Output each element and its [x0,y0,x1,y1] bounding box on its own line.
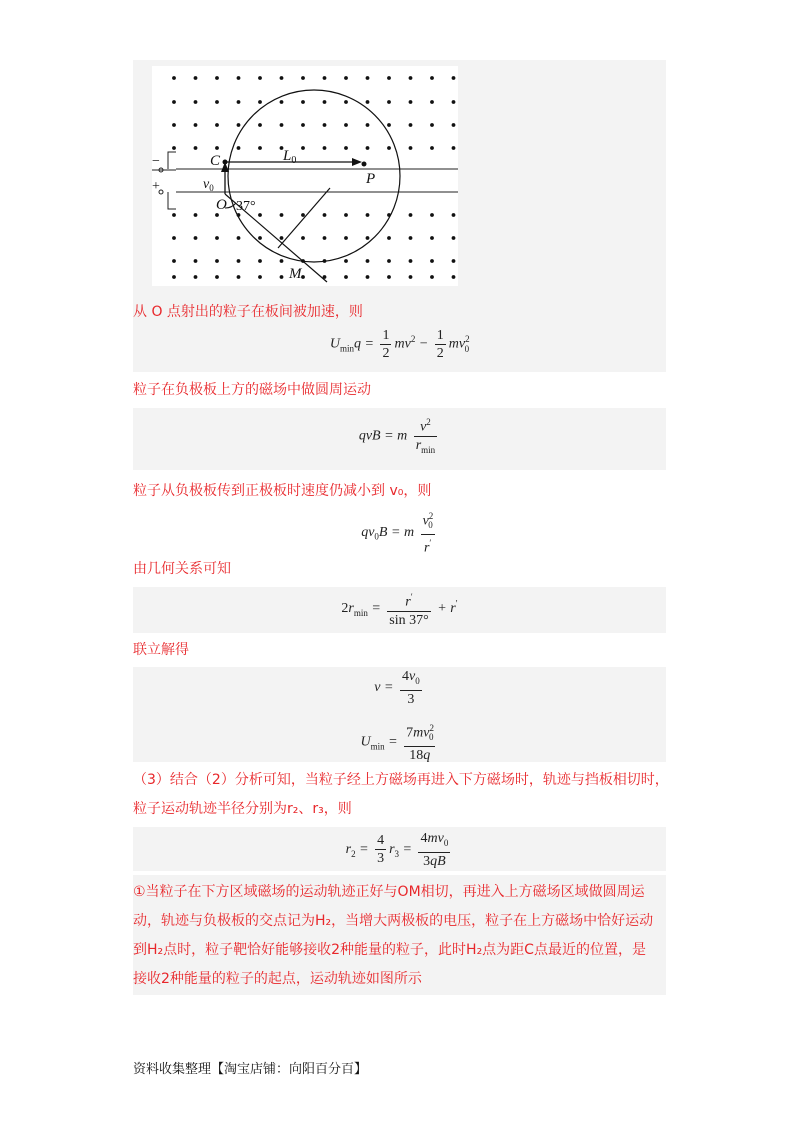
equation-3: $qv_0B = m$ $\frac{v^2_0}{r'}$ [133,508,666,557]
field-dot [409,259,413,263]
field-dot [172,100,176,104]
field-dot [344,259,348,263]
label-O: O [216,197,227,213]
field-dot [430,213,434,217]
field-dot [301,76,305,80]
equation-5: v = $\frac{4v_0}{3}$ [374,669,420,707]
field-dot [194,123,198,127]
field-dot [452,123,456,127]
field-dot [237,100,241,104]
field-dot [323,100,327,104]
field-dot [301,123,305,127]
field-dot [194,146,198,150]
field-dot [237,146,241,150]
field-dot [258,259,262,263]
field-dot [366,259,370,263]
field-dot [409,213,413,217]
equation-6: $U_{min}$ = $\frac{7mv^2_0}{18q}$ [133,720,666,764]
field-dot [430,275,434,279]
field-dot [172,236,176,240]
field-dot [215,76,219,80]
field-dot [172,146,176,150]
label-minus: − [152,154,160,169]
field-dot [366,275,370,279]
field-dot [258,76,262,80]
field-dot [194,236,198,240]
paragraph-7-line-1: ①当粒子在下方区域磁场的运动轨迹正好与OM相切，再进入上方磁场区域做圆周运 [133,884,645,900]
field-dot [452,236,456,240]
paragraph-1: 从 O 点射出的粒子在板间被加速，则 [133,304,363,320]
field-dot [344,146,348,150]
paragraph-6-line-1: （3）结合（2）分析可知，当粒子经上方磁场再进入下方磁场时，轨迹与挡板相切时， [133,772,669,788]
field-dot [323,213,327,217]
footer-text: 资料收集整理【淘宝店铺：向阳百分百】 [133,1062,368,1077]
field-dot [237,259,241,263]
field-dot [409,123,413,127]
field-dot [430,259,434,263]
field-dot [430,100,434,104]
label-v0: $v_0$ [203,177,214,193]
field-dot [280,213,284,217]
field-dot [237,76,241,80]
label-M: M [289,266,302,282]
paragraph-7-line-4: 接收2种能量的粒子的起点，运动轨迹如图所示 [133,971,422,987]
field-dot [409,100,413,104]
field-dot [366,76,370,80]
field-dot [409,236,413,240]
field-dot [344,76,348,80]
field-dot [409,146,413,150]
paragraph-5: 联立解得 [133,642,189,658]
field-dot [237,236,241,240]
field-dot [344,123,348,127]
field-dot [301,275,305,279]
field-dot [344,213,348,217]
label-angle: 37° [236,199,256,214]
field-dot [452,259,456,263]
field-dot [215,275,219,279]
field-dot [237,123,241,127]
field-dot [215,236,219,240]
paragraph-2: 粒子在负极板上方的磁场中做圆周运动 [133,382,371,398]
field-dot [280,123,284,127]
field-dot [258,123,262,127]
field-dot [387,259,391,263]
field-dot [258,236,262,240]
field-dot [194,213,198,217]
field-dot [280,259,284,263]
paragraph-7-line-3: 到H₂点时，粒子靶恰好能够接收2种能量的粒子，此时H₂点为距C点最近的位置，是 [133,942,646,958]
field-dot [172,213,176,217]
paragraph-7-line-2: 动，轨迹与负极板的交点记为H₂，当增大两极板的电压，粒子在上方磁场中恰好运动 [133,913,654,929]
field-dot [194,76,198,80]
field-dot [301,213,305,217]
label-P: P [366,171,376,187]
field-dot [215,123,219,127]
field-dot [452,76,456,80]
field-dot [387,275,391,279]
field-dot [301,100,305,104]
field-dot [172,259,176,263]
field-dot [452,213,456,217]
field-dot [387,236,391,240]
field-dot [194,100,198,104]
equation-1: $U_{min}q$ = $\frac{1}{2}$ $mv^2$ − $\frac{1}{2}$ $mv^2_0$ [329,328,470,361]
field-dot [280,76,284,80]
field-dot [409,275,413,279]
field-dot [452,146,456,150]
field-dot [430,236,434,240]
equation-7: $r_2$ = $\frac{4}{3}$ $r_3$ = $\frac{4mv_0}{3qB}$ [345,831,449,869]
field-dot [344,275,348,279]
label-L0: $L_0$ [283,148,297,166]
field-dot [387,123,391,127]
field-dot [344,236,348,240]
field-dot [323,236,327,240]
field-dot [215,100,219,104]
field-dot [323,76,327,80]
equation-4: $2r_{min}$ = $\frac{r'}{\sin 37^\circ}$ + r′ [133,589,666,629]
field-dot [194,275,198,279]
field-dot [387,76,391,80]
field-dot [452,275,456,279]
paragraph-3: 粒子从负极板传到正极板时速度仍减小到 v₀，则 [133,483,432,499]
field-dot [280,236,284,240]
field-dot [172,123,176,127]
field-dot [237,275,241,279]
field-dot [258,146,262,150]
field-dot [409,76,413,80]
field-dot [366,236,370,240]
field-dot [215,146,219,150]
field-dot [215,213,219,217]
field-dot [387,100,391,104]
label-C: C [210,153,221,169]
field-dot [258,275,262,279]
paragraph-4: 由几何关系可知 [133,561,231,577]
field-dot [344,100,348,104]
field-dot [323,123,327,127]
field-dot [366,100,370,104]
field-dot [215,259,219,263]
field-dot [194,259,198,263]
field-dot [387,146,391,150]
field-dot [258,213,262,217]
field-dot [301,146,305,150]
field-dot [430,76,434,80]
field-dot [366,123,370,127]
field-dot [430,123,434,127]
field-dot [258,100,262,104]
field-dot [323,146,327,150]
equation-2: qvB = m $\frac{v^2}{r_{min}}$ [133,414,666,458]
field-dot [430,146,434,150]
field-dot [452,100,456,104]
field-dot [280,100,284,104]
field-dot [172,76,176,80]
field-dot [301,236,305,240]
magnetic-field-figure [152,66,458,286]
field-dot [280,275,284,279]
field-dot [366,146,370,150]
paragraph-6-line-2: 粒子运动轨迹半径分别为r₂、r₃，则 [133,801,352,817]
label-plus: + [152,179,160,194]
field-dot [172,275,176,279]
field-dot [366,213,370,217]
